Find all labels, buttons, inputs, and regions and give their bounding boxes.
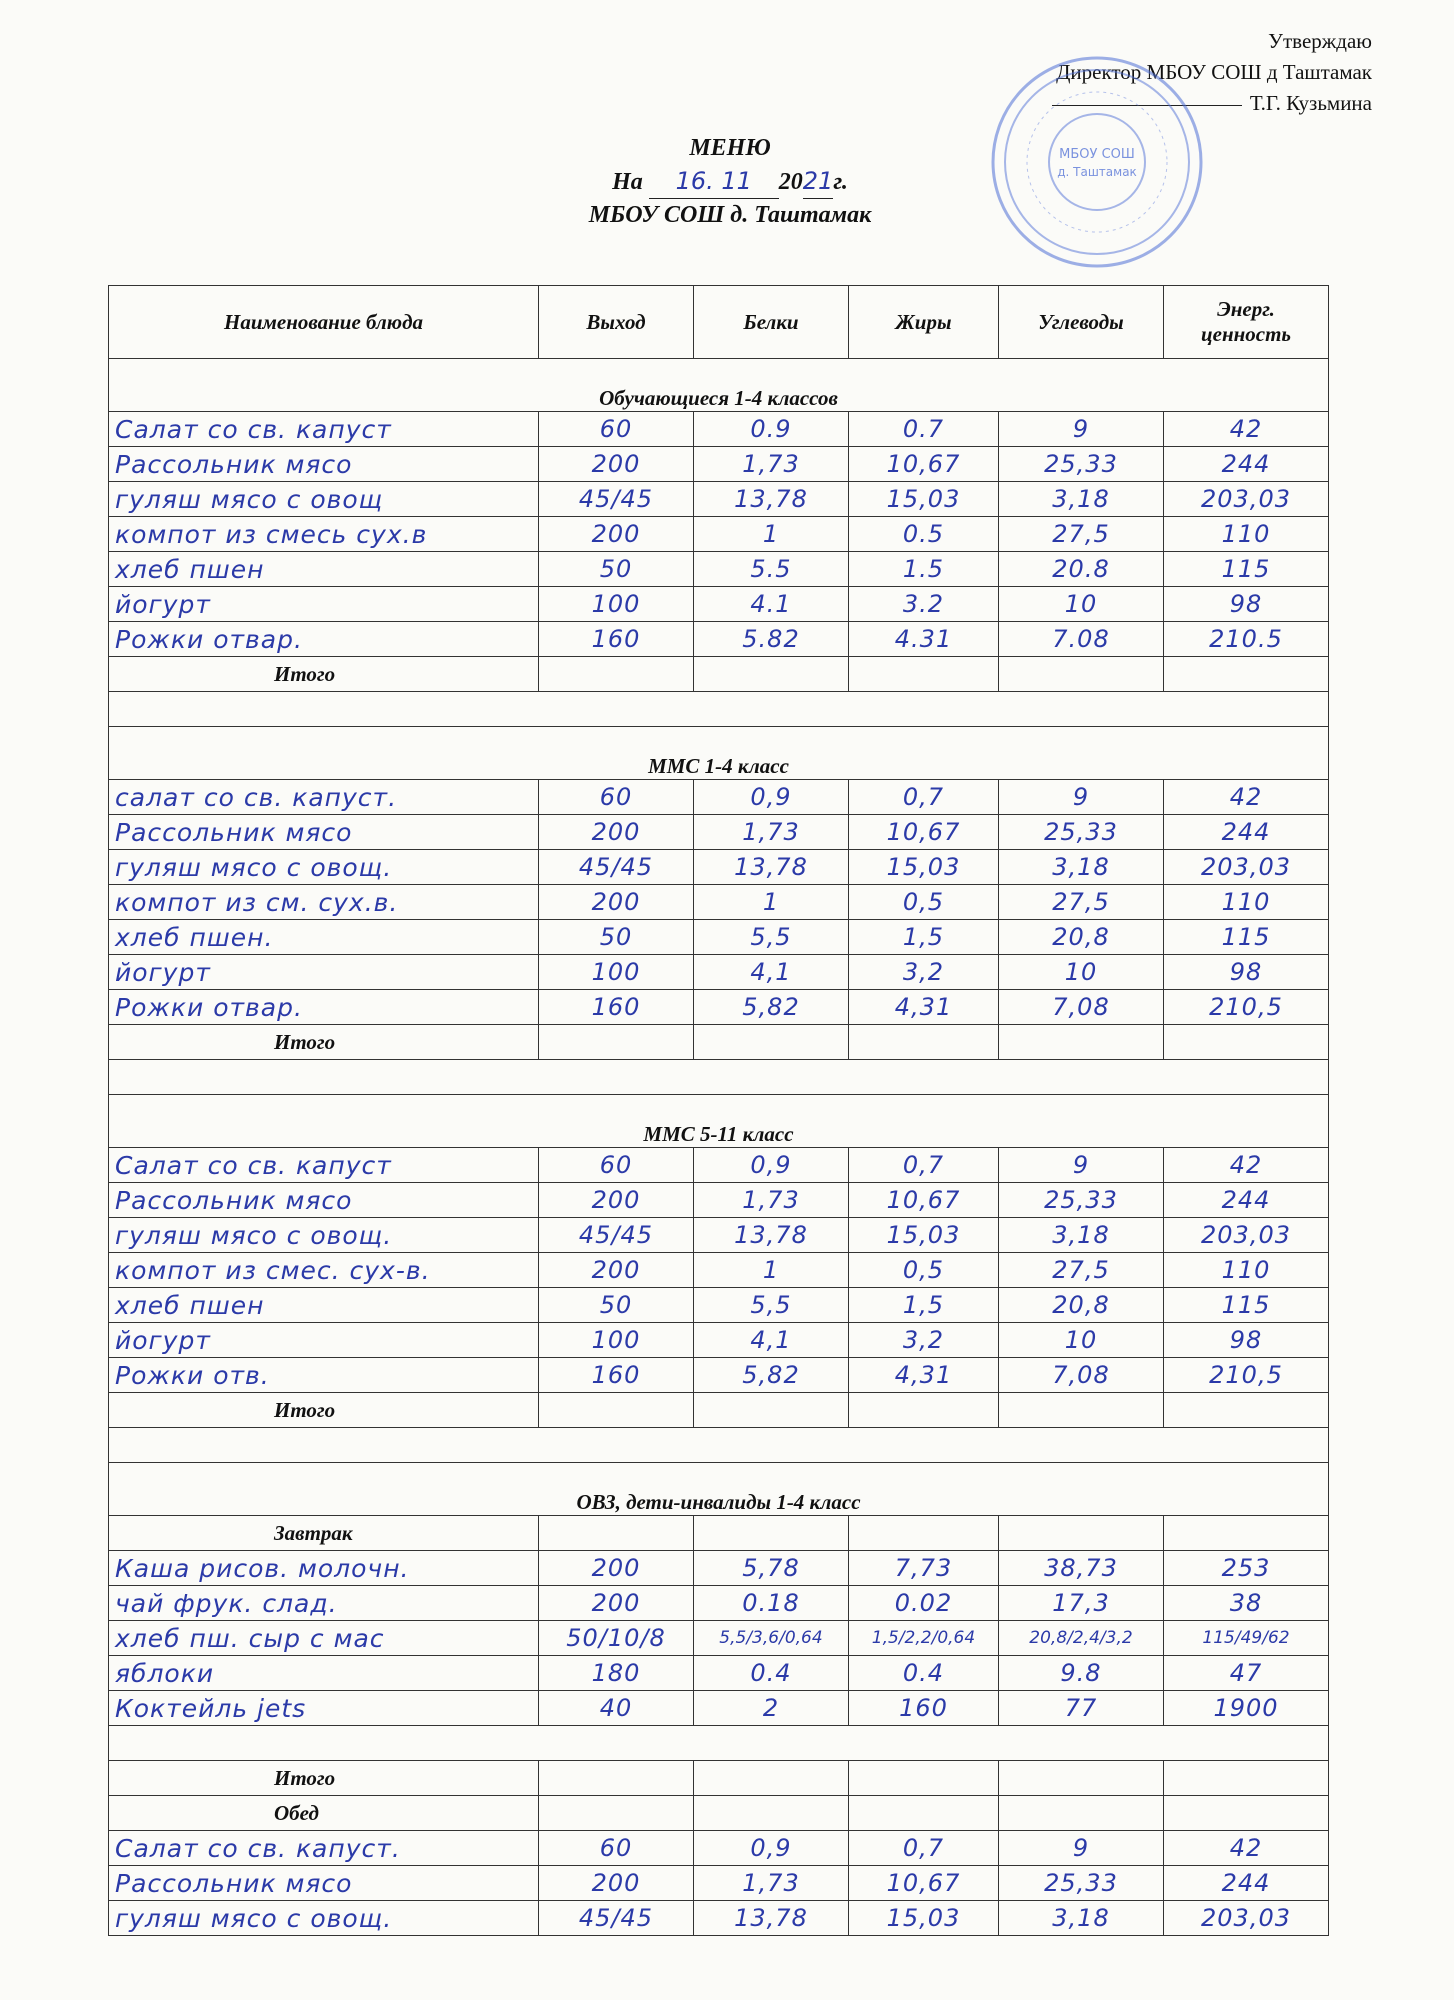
empty-cell [849,657,999,692]
empty-cell [1164,1025,1329,1060]
lunch-row [109,1796,1329,1831]
empty-cell [849,1393,999,1428]
table-header-row [109,286,1329,359]
stamp-center-line1: МБОУ СОШ [1059,147,1135,162]
dish-value: 115 [1164,552,1329,587]
dish-value: 203,03 [1164,850,1329,885]
dish-value: 42 [1164,412,1329,447]
empty-cell [694,1025,849,1060]
dish-value: 100 [539,1323,694,1358]
total-label: Итого [109,1761,539,1796]
total-label: Итого [109,1393,539,1428]
dish-name: гуляш мясо с овощ [109,482,539,517]
school-stamp [985,50,1210,275]
dish-value: 0,7 [849,1148,999,1183]
lunch-label: Обед [109,1796,539,1831]
empty-cell [539,1516,694,1551]
dish-name: Рассольник мясо [109,815,539,850]
menu-date [520,165,940,199]
dish-value: 60 [539,412,694,447]
dish-name: салат со св. капуст. [109,780,539,815]
dish-row [109,587,1329,622]
dish-value: 5,5 [694,1288,849,1323]
dish-value: 9 [999,780,1164,815]
dish-row [109,412,1329,447]
dish-value: 4.1 [694,587,849,622]
dish-name: Рожки отвар. [109,622,539,657]
dish-value: 5,78 [694,1551,849,1586]
dish-row [109,1901,1329,1936]
empty-cell [1164,1761,1329,1796]
dish-value: 45/45 [539,1901,694,1936]
dish-name: Салат со св. капуст [109,412,539,447]
dish-value: 1,5 [849,1288,999,1323]
dish-name: Рассольник мясо [109,447,539,482]
dish-value: 42 [1164,780,1329,815]
dish-value: 7,08 [999,990,1164,1025]
dish-value: 244 [1164,1183,1329,1218]
dish-value: 1,73 [694,1866,849,1901]
dish-value: 0,9 [694,1148,849,1183]
dish-value: 13,78 [694,482,849,517]
dish-value: 4,1 [694,1323,849,1358]
approval-heading: Утверждаю [1268,29,1372,53]
dish-name: гуляш мясо с овощ. [109,850,539,885]
spacer-row [109,1060,1329,1095]
dish-row [109,1866,1329,1901]
column-header: Белки [694,286,849,359]
dish-value: 4.31 [849,622,999,657]
school-name: МБОУ СОШ д. Таштамак [588,202,872,228]
approval-name: Т.Г. Кузьмина [1249,91,1372,115]
dish-value: 17,3 [999,1586,1164,1621]
dish-value: 38,73 [999,1551,1164,1586]
dish-value: 60 [539,1148,694,1183]
dish-value: 1,5/2,2/0,64 [849,1621,999,1656]
dish-row [109,955,1329,990]
dish-row [109,1288,1329,1323]
dish-name: чай фрук. слад. [109,1586,539,1621]
dish-row [109,920,1329,955]
dish-value: 20.8 [999,552,1164,587]
dish-value: 15,03 [849,1901,999,1936]
empty-cell [694,1516,849,1551]
dish-value: 5,82 [694,990,849,1025]
empty-cell [999,1796,1164,1831]
dish-name: Салат со св. капуст [109,1148,539,1183]
dish-row [109,990,1329,1025]
dish-value: 15,03 [849,850,999,885]
dish-row [109,1323,1329,1358]
dish-value: 50/10/8 [539,1621,694,1656]
dish-row [109,885,1329,920]
dish-value: 45/45 [539,482,694,517]
empty-cell [694,657,849,692]
dish-value: 115/49/62 [1164,1621,1329,1656]
dish-value: 9 [999,412,1164,447]
dish-name: компот из смесь сух.в [109,517,539,552]
section-title: ММС 1-4 класс [109,727,1329,780]
section-heading-row [109,1095,1329,1148]
breakfast-label: Завтрак [109,1516,539,1551]
dish-value: 20,8 [999,920,1164,955]
dish-value: 100 [539,955,694,990]
section-title: ОВЗ, дети-инвалиды 1-4 класс [109,1463,1329,1516]
table-body [109,359,1329,1936]
dish-row [109,482,1329,517]
dish-value: 25,33 [999,1183,1164,1218]
spacer-row [109,1726,1329,1761]
dish-value: 10,67 [849,447,999,482]
dish-value: 1,73 [694,447,849,482]
dish-value: 1,73 [694,815,849,850]
year-suffix: 21 [803,165,834,199]
dish-name: Рожки отв. [109,1358,539,1393]
dish-value: 0.4 [849,1656,999,1691]
dish-value: 253 [1164,1551,1329,1586]
empty-cell [539,1761,694,1796]
year-end: г. [833,169,848,195]
dish-value: 200 [539,815,694,850]
dish-value: 25,33 [999,1866,1164,1901]
empty-cell [1164,657,1329,692]
column-header: Энерг. ценность [1164,286,1329,359]
dish-value: 50 [539,920,694,955]
dish-value: 0,5 [849,1253,999,1288]
dish-row [109,850,1329,885]
dish-name: хлеб пш. сыр с мас [109,1621,539,1656]
dish-value: 244 [1164,815,1329,850]
dish-value: 47 [1164,1656,1329,1691]
dish-value: 0.5 [849,517,999,552]
dish-value: 3,2 [849,955,999,990]
dish-row [109,622,1329,657]
dish-row [109,1358,1329,1393]
dish-value: 0,9 [694,780,849,815]
dish-value: 200 [539,1183,694,1218]
dish-value: 1 [694,517,849,552]
section-heading-row [109,359,1329,412]
dish-value: 200 [539,1866,694,1901]
dish-value: 210,5 [1164,1358,1329,1393]
empty-cell [694,1761,849,1796]
dish-value: 244 [1164,447,1329,482]
dish-value: 0.7 [849,412,999,447]
dish-value: 15,03 [849,482,999,517]
dish-value: 10 [999,1323,1164,1358]
dish-value: 5,5/3,6/0,64 [694,1621,849,1656]
dish-value: 77 [999,1691,1164,1726]
dish-value: 0,5 [849,885,999,920]
empty-cell [999,1393,1164,1428]
spacer-row [109,1428,1329,1463]
section-title: ММС 5-11 класс [109,1095,1329,1148]
dish-value: 7.08 [999,622,1164,657]
dish-value: 3.2 [849,587,999,622]
empty-cell [109,1428,1329,1463]
dish-value: 203,03 [1164,1218,1329,1253]
dish-value: 27,5 [999,517,1164,552]
dish-row [109,1691,1329,1726]
dish-value: 200 [539,517,694,552]
total-row [109,1393,1329,1428]
empty-cell [109,1726,1329,1761]
dish-value: 50 [539,552,694,587]
dish-row [109,1831,1329,1866]
empty-cell [1164,1393,1329,1428]
dish-value: 0.4 [694,1656,849,1691]
year-prefix: 20 [778,169,803,195]
dish-name: хлеб пшен [109,552,539,587]
dish-name: хлеб пшен. [109,920,539,955]
dish-value: 20,8 [999,1288,1164,1323]
dish-value: 0,9 [694,1831,849,1866]
dish-value: 13,78 [694,1901,849,1936]
dish-value: 244 [1164,1866,1329,1901]
dish-row [109,1218,1329,1253]
dish-value: 50 [539,1288,694,1323]
dish-value: 203,03 [1164,482,1329,517]
dish-name: йогурт [109,587,539,622]
section-heading-row [109,1463,1329,1516]
dish-name: йогурт [109,955,539,990]
dish-name: Рассольник мясо [109,1866,539,1901]
dish-value: 98 [1164,1323,1329,1358]
dish-row [109,552,1329,587]
total-row [109,1761,1329,1796]
dish-value: 3,18 [999,1218,1164,1253]
empty-cell [999,657,1164,692]
dish-name: Салат со св. капуст. [109,1831,539,1866]
empty-cell [849,1796,999,1831]
dish-value: 7,08 [999,1358,1164,1393]
dish-value: 1,5 [849,920,999,955]
empty-cell [694,1796,849,1831]
dish-row [109,1183,1329,1218]
dish-value: 210.5 [1164,622,1329,657]
dish-name: Рожки отвар. [109,990,539,1025]
dish-row [109,1253,1329,1288]
date-prefix: На [612,169,643,195]
dish-row [109,1148,1329,1183]
empty-cell [1164,1516,1329,1551]
empty-cell [999,1025,1164,1060]
dish-value: 160 [539,622,694,657]
empty-cell [1164,1796,1329,1831]
dish-value: 9 [999,1831,1164,1866]
empty-cell [539,657,694,692]
dish-row [109,815,1329,850]
dish-name: гуляш мясо с овощ. [109,1218,539,1253]
dish-value: 0,7 [849,1831,999,1866]
menu-header [520,132,940,232]
dish-value: 0.02 [849,1586,999,1621]
dish-value: 200 [539,1586,694,1621]
dish-value: 160 [539,990,694,1025]
column-header: Углеводы [999,286,1164,359]
dish-value: 115 [1164,920,1329,955]
dish-value: 10,67 [849,1866,999,1901]
dish-value: 10,67 [849,1183,999,1218]
dish-value: 60 [539,780,694,815]
dish-value: 27,5 [999,1253,1164,1288]
dish-value: 1 [694,885,849,920]
dish-value: 3,18 [999,482,1164,517]
total-row [109,657,1329,692]
dish-value: 42 [1164,1148,1329,1183]
dish-name: яблоки [109,1656,539,1691]
dish-value: 13,78 [694,1218,849,1253]
dish-name: Коктейль jets [109,1691,539,1726]
dish-value: 200 [539,447,694,482]
section-heading-row [109,727,1329,780]
empty-cell [539,1025,694,1060]
dish-value: 2 [694,1691,849,1726]
empty-cell [849,1761,999,1796]
dish-value: 4,31 [849,990,999,1025]
dish-value: 45/45 [539,850,694,885]
dish-row [109,517,1329,552]
dish-value: 25,33 [999,447,1164,482]
empty-cell [109,692,1329,727]
dish-row [109,1551,1329,1586]
dish-value: 210,5 [1164,990,1329,1025]
empty-cell [999,1516,1164,1551]
dish-value: 4,31 [849,1358,999,1393]
dish-row [109,1621,1329,1656]
dish-value: 5.5 [694,552,849,587]
dish-value: 5,5 [694,920,849,955]
dish-value: 0.18 [694,1586,849,1621]
dish-value: 180 [539,1656,694,1691]
column-header: Жиры [849,286,999,359]
dish-name: компот из смес. сух-в. [109,1253,539,1288]
dish-row [109,780,1329,815]
total-row [109,1025,1329,1060]
dish-value: 3,2 [849,1323,999,1358]
dish-value: 160 [849,1691,999,1726]
table-header [109,286,1329,359]
dish-name: компот из см. сух.в. [109,885,539,920]
dish-row [109,1656,1329,1691]
dish-value: 10 [999,587,1164,622]
dish-name: йогурт [109,1323,539,1358]
dish-name: Рассольник мясо [109,1183,539,1218]
approval-position: Директор МБОУ СОШ д Таштамак [1056,60,1372,84]
dish-value: 110 [1164,517,1329,552]
dish-value: 42 [1164,1831,1329,1866]
dish-value: 9 [999,1148,1164,1183]
total-label: Итого [109,1025,539,1060]
stamp-center-line2: д. Таштамак [1057,165,1137,179]
dish-value: 5.82 [694,622,849,657]
dish-value: 20,8/2,4/3,2 [999,1621,1164,1656]
dish-value: 5,82 [694,1358,849,1393]
dish-value: 203,03 [1164,1901,1329,1936]
dish-value: 45/45 [539,1218,694,1253]
dish-value: 3,18 [999,850,1164,885]
empty-cell [694,1393,849,1428]
empty-cell [539,1796,694,1831]
breakfast-row [109,1516,1329,1551]
dish-value: 10 [999,955,1164,990]
column-header: Наименование блюда [109,286,539,359]
dish-value: 15,03 [849,1218,999,1253]
dish-value: 3,18 [999,1901,1164,1936]
dish-value: 40 [539,1691,694,1726]
dish-value: 110 [1164,885,1329,920]
dish-value: 7,73 [849,1551,999,1586]
empty-cell [849,1025,999,1060]
dish-value: 9.8 [999,1656,1164,1691]
total-label: Итого [109,657,539,692]
dish-value: 13,78 [694,850,849,885]
empty-cell [109,1060,1329,1095]
dish-value: 98 [1164,955,1329,990]
dish-value: 200 [539,885,694,920]
empty-cell [999,1761,1164,1796]
column-header: Выход [539,286,694,359]
dish-value: 115 [1164,1288,1329,1323]
dish-value: 60 [539,1831,694,1866]
dish-value: 0,7 [849,780,999,815]
dish-name: Каша рисов. молочн. [109,1551,539,1586]
spacer-row [109,692,1329,727]
dish-value: 160 [539,1358,694,1393]
dish-value: 10,67 [849,815,999,850]
dish-value: 200 [539,1551,694,1586]
date-day-month: 16. 11 [649,165,779,199]
empty-cell [849,1516,999,1551]
dish-value: 0.9 [694,412,849,447]
dish-value: 4,1 [694,955,849,990]
dish-value: 100 [539,587,694,622]
dish-name: хлеб пшен [109,1288,539,1323]
dish-value: 200 [539,1253,694,1288]
dish-value: 98 [1164,587,1329,622]
dish-value: 1900 [1164,1691,1329,1726]
section-title: Обучающиеся 1-4 классов [109,359,1329,412]
dish-value: 27,5 [999,885,1164,920]
dish-value: 38 [1164,1586,1329,1621]
menu-table [108,285,1329,1936]
dish-value: 1,73 [694,1183,849,1218]
dish-value: 1 [694,1253,849,1288]
dish-value: 25,33 [999,815,1164,850]
menu-title: МЕНЮ [689,135,771,161]
empty-cell [539,1393,694,1428]
dish-row [109,1586,1329,1621]
dish-value: 110 [1164,1253,1329,1288]
dish-row [109,447,1329,482]
dish-name: гуляш мясо с овощ. [109,1901,539,1936]
dish-value: 1.5 [849,552,999,587]
